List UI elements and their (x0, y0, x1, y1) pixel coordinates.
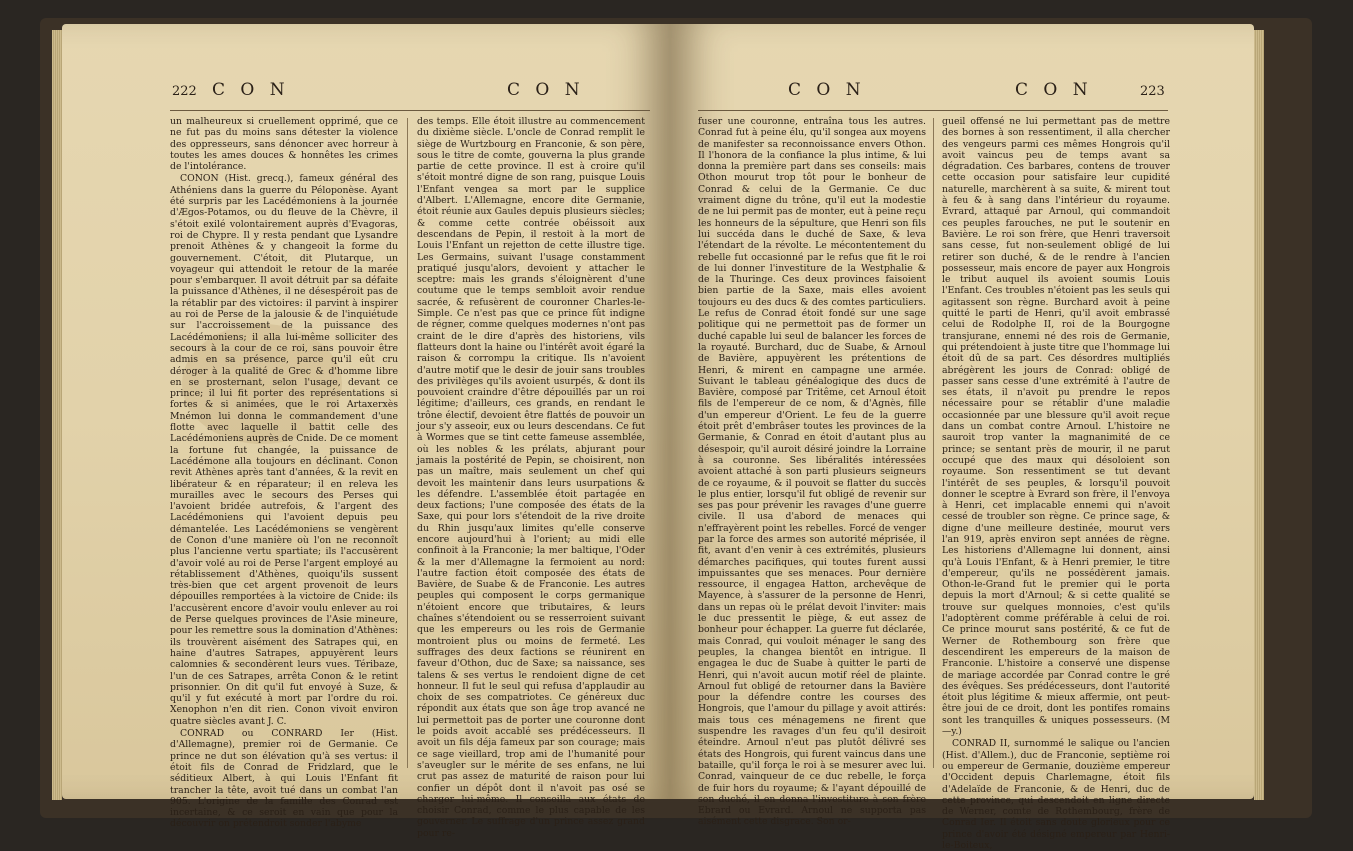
running-head-right: C O N (1015, 80, 1093, 100)
column-divider (407, 118, 408, 768)
right-page-header (670, 80, 1254, 110)
right-page-edges (1254, 30, 1264, 800)
header-rule (698, 110, 1168, 111)
right-page (670, 24, 1254, 851)
running-head-left: C O N (788, 80, 866, 100)
left-page-column-1 (170, 116, 398, 830)
right-page-column-1 (698, 116, 926, 828)
running-head-left: C O N (212, 80, 290, 100)
page-number: 222 (172, 84, 197, 99)
column-divider (933, 118, 934, 768)
right-page-column-2 (942, 116, 1170, 851)
paragraph: CONRAD ou CONRARD Ier (Hist. d'Allemagne), premier roi de Germanie. Ce prince ne dut son élévation qu'à ses vertus: il étoit fils de Conrad de Fridzlard, que le séditieux Albert, à qui Louis l'Enfant fit trancher la tête, avoit tué dans un combat l'an 905. L'origine de la famille des Conrad est incertaine, & ce seroit en vain que pour la découvrir on prétendroit sonder l'abyme (170, 728, 398, 830)
left-page (62, 24, 670, 839)
paragraph: un malheureux si cruellement opprimé, que ce ne fut pas du moins sans détester la violence des oppresseurs, sans dénoncer avec horreur à toutes les ames douces & honnêtes les crimes de l'intolérance. (170, 116, 398, 173)
header-rule (170, 110, 650, 111)
paragraph: CONRAD II, surnommé le salique ou l'ancien (Hist. d'Allem.), duc de Franconie, septième roi ou empereur de Germanie, douzième empereur d'Occident depuis Charlemagne, étoit fils d'Adelaïde de Franconie, & de Henri, duc de cette province, qui descendoit en ligne directe de Werner, comte de Rothembourg, frère de Conrad Ier. Il étoit sans doute glorieux pour ce prince d'avoir été désigné empereur par Henri-le-Boiteux, (942, 738, 1170, 851)
running-head-right: C O N (507, 80, 585, 100)
left-page-edges (52, 30, 62, 800)
page-number: 223 (1140, 84, 1165, 99)
paragraph: des temps. Elle étoit illustre au commencement du dixième siècle. L'oncle de Conrad remplit le siège de Wurtzbourg en Franconie, & son père, sous le titre de comte, gouverna la plus grande partie de cette province. Il est à croire qu'il s'étoit montré digne de son rang, puisque Louis l'Enfant vengea sa mort par le supplice d'Albert. L'Allemagne, encore dite Germanie, étoit réunie aux Gaules depuis plusieurs siècles; & comme cette contrée obéissoit aux descendans de Pepin, il restoit à la mort de Louis l'Enfant un rejetton de cette illustre tige. Les Germains, suivant l'usage constamment pratiqué jusqu'alors, devoient y attacher le sceptre: mais les grands s'éloignèrent d'une coutume que le temps sembloit avoir rendue sacrée, & refusèrent de couronner Charles-le-Simple. Ce n'est pas que ce prince fût indigne de régner, comme quelques modernes n'ont pas craint de le dire d'après des historiens, vils flatteurs dont la haine ou l'intérêt avoit égaré la raison & corrompu la critique. Ils n'avoient d'autre motif que le desir de jouir sans troubles des privilèges qu'ils avoient usurpés, & dont ils pouvoient craindre d'être dépouillés par un roi légitime; d'ailleurs, ces grands, en rendant le trône électif, devoient être flattés de pouvoir un jour s'y asseoir, eux ou leurs descendans. Ce fut à Wormes que se tint cette fameuse assemblée, où les nobles & les prélats, abjurant pour jamais la postérité de Pepin, se choisirent, non pas un maître, mais seulement un chef qui devoit les maintenir dans leurs usurpations & les défendre. L'assemblée étoit partagée en deux factions; l'une composée des états de la Saxe, qui pour lors s'étendoit de la rive droite du Rhin jusqu'aux limites qu'elle conserve encore aujourd'hui à l'orient; au midi elle confinoit à la Franconie; la mer baltique, l'Oder & la mer d'Allemagne la fermoient au nord: l'autre faction étoit composée des états de Bavière, de Suabe & de Franconie. Les autres peuples qui composent le corps germanique n'étoient encore que tributaires, & leurs chaînes s'étendoient ou se resserroient suivant que les empereurs ou les rois de Germanie montroient plus ou moins de fermeté. Les suffrages des deux factions se réunirent en faveur d'Othon, duc de Saxe; sa naissance, ses talens & ses vertus le rendoient digne de cet honneur. Il fut le seul qui refusa d'applaudir au choix de ses compatriotes. Ce généreux duc répondit aux états que son âge trop avancé ne lui permettoit pas de porter une couronne dont le poids avoit accablé ses prédécesseurs. Il avoit un fils déja fameux par son courage; mais ce sage vieillard, trop ami de l'humanité pour s'aveugler sur le mérite de ses enfans, ne lui crut pas assez de maturité de raison pour lui confier un dépôt dont il n'avoit pas osé se charger lui-même. Il conseilla aux états de choisir Conrad, comme le plus capable de les gouverner. Le suffrage d'un prince assez grand pour re- (417, 116, 645, 839)
left-page-column-2 (417, 116, 645, 839)
paragraph: CONON (Hist. grecq.), fameux général des Athéniens dans la guerre du Péloponèse. Ayant été surpris par les Lacédémoniens à la journée d'Ægos-Potamos, ou du fleuve de la Chèvre, il s'étoit exilé volontairement auprès d'Evagoras, roi de Chypre. Il y resta pendant que Lysandre prenoit Athènes & y changeoit la forme du gouvernement. C'étoit, dit Plutarque, un voyageur qui attendoit le retour de la marée pour s'embarquer. Il avoit détruit par sa défaite la puissance d'Athènes, il ne désespéroit pas de la rétablir par des victoires: il parvint à inspirer au roi de Perse de la jalousie & de l'inquiétude sur l'accroissement de la puissance des Lacédémoniens; il alla lui-même solliciter des secours à la cour de ce roi, sans pouvoir être admis en sa présence, parce qu'il eût cru déroger à la qualité de Grec & d'homme libre en se prosternant, selon l'usage, devant ce prince; il lui fit porter des représentations si fortes & si animées, que le roi Artaxerxès Mnémon lui donna le commandement d'une flotte avec laquelle il battit celle des Lacédémoniens auprès de Cnide. De ce moment la fortune fut changée, la puissance de Lacédémone alla toujours en déclinant. Conon revit Athènes après tant d'années, & la revit en libérateur & en réparateur; il en releva les murailles avec le secours des Perses qui l'avoient bridée autrefois, & l'argent des Lacédémoniens qui l'avoient depuis peu démantelée. Les Lacédémoniens se vengèrent de Conon d'une manière où l'on ne reconnoît plus l'ancienne vertu spartiate; ils l'accusèrent d'avoir volé au roi de Perse l'argent employé au rétablissement d'Athènes, quoiqu'ils sussent très-bien que cet argent provenoit de leurs dépouilles remportées à la victoire de Cnide: ils l'accusèrent encore d'avoir voulu enlever au roi de Perse quelques provinces de l'Asie mineure, pour les remettre sous la domination d'Athènes: ils trouvèrent aisément des Satrapes qui, en haine d'autres Satrapes, appuyèrent leurs calomnies & secondèrent leurs vues. Téribaze, l'un de ces Satrapes, arrêta Conon & le retint prisonnier. On dit qu'il fut envoyé à Suze, & qu'il y fut exécuté à mort par l'ordre du roi. Xenophon n'en dit rien. Conon vivoit environ quatre siècles avant J. C. (170, 173, 398, 727)
paragraph: fuser une couronne, entraîna tous les autres. Conrad fut à peine élu, qu'il songea aux moyens de manifester sa reconnoissance envers Othon. Il l'honora de la confiance la plus intime, & lui donna la première part dans ses conseils: mais Othon mourut trop tôt pour le bonheur de Conrad & celui de la Germanie. Ce duc vraiment digne du trône, qu'il eut la modestie de ne lui permit pas de monter, eut à peine reçu les honneurs de la sépulture, que Henri son fils lui succéda dans le duché de Saxe, & leva l'étendart de la révolte. Le mécontentement du rebelle fut occasionné par le refus que fit le roi de lui donner l'investiture de la Westphalie & de la Thuringe. Ces deux provinces faisoient bien partie de la Saxe, mais elles avoient toujours eu des ducs & des comtes particuliers. Le refus de Conrad étoit fondé sur une sage politique qui ne permettoit pas de former un duché capable lui seul de balancer les forces de la royauté. Burchard, duc de Suabe, & Arnoul de Bavière, appuyèrent les prétentions de Henri, & mirent en campagne une armée. Suivant le tableau généalogique des ducs de Bavière, composé par Tritême, cet Arnoul étoit fils de l'empereur de ce nom, & d'Agnès, fille d'un empereur d'Orient. Le feu de la guerre étoit prêt d'embrâser toutes les provinces de la Germanie, & Conrad en étoit d'autant plus au désespoir, qu'il auroit désiré joindre la Lorraine à sa couronne. Ses libéralités intéressées avoient attaché à son parti plusieurs seigneurs de ce royaume, & il pouvoit se flatter du succès le plus entier, lorsqu'il fut obligé de revenir sur ses pas pour prévenir les ravages d'une guerre civile. Il usa d'abord de menaces qui n'effrayèrent point les rebelles. Forcé de venger par la force des armes son autorité méprisée, il fit, avant d'en venir à ces extrémités, plusieurs démarches pacifiques, qui toutes furent aussi impuissantes que ses menaces. Pour dernière ressource, il engagea Hatton, archevêque de Mayence, à s'assurer de la personne de Henri, dans un repas où le prélat devoit l'inviter: mais le duc pressentit le piège, & eut assez de bonheur pour échapper. La guerre fut déclarée, mais Conrad, qui vouloit ménager le sang des peuples, la changea bientôt en intrigue. Il engagea le duc de Suabe à quitter le parti de Henri, qui n'avoit aucun motif réel de plainte. Arnoul fut obligé de retourner dans la Bavière pour la défendre contre les courses des Hongrois, que l'amour du pillage y avoit attirés: mais tous ces ménagemens ne firent que suspendre les ravages d'un feu qu'il desiroit éteindre. Arnoul n'eut pas plutôt délivré ses états des Hongrois, qui furent vaincus dans une bataille, qu'il força le roi à se mesurer avec lui. Conrad, vainqueur de ce duc rebelle, le força de fuir hors du royaume; & l'ayant dépouillé de son duché, il en donna l'investiture à son frère Ebrard ou Evrard. Arnoul ne supporta pas aisément cette disgrace. Son or- (698, 116, 926, 828)
left-page-header (62, 80, 670, 110)
paragraph: gueil offensé ne lui permettant pas de mettre des bornes à son ressentiment, il alla chercher des vengeurs parmi ces mêmes Hongrois qu'il avoit vaincus peu de temps avant sa dégradation. Ces barbares, contens de trouver cette occasion pour satisfaire leur cupidité naturelle, marchèrent à sa suite, & mirent tout à feu & à sang dans l'intérieur du royaume. Evrard, attaqué par Arnoul, qui commandoit ces peuples farouches, ne put le soutenir en Bavière. Le roi son frère, que Henri traversoit sans cesse, fut non-seulement obligé de lui retirer son duché, & de le rendre à l'ancien possesseur, mais encore de payer aux Hongrois le tribut auquel ils avoient soumis Louis l'Enfant. Ces troubles n'étoient pas les seuls qui agitassent son règne. Burchard avoit à peine quitté le parti de Henri, qu'il avoit embrassé celui de Rodolphe II, roi de la Bourgogne transjurane, ennemi né des rois de Germanie, qui prétendoient à juste titre que l'hommage lui étoit dû de sa part. Ces désordres multipliés abrégèrent les jours de Conrad: obligé de passer sans cesse d'une extrémité à l'autre de ses états, il n'avoit pu prendre le repos nécessaire pour se rétablir d'une maladie occasionnée par une blessure qu'il avoit reçue dans un combat contre Arnoul. L'histoire ne sauroit trop vanter la magnanimité de ce prince; se sentant près de mourir, il ne parut occupé que des maux qui désoloient son royaume. Son ressentiment se tut devant l'intérêt de ses peuples, & lorsqu'il pouvoit donner le sceptre à Evrard son frère, il l'envoya à Henri, cet implacable ennemi qui n'avoit cessé de troubler son règne. Ce prince sage, & digne d'une meilleure destinée, mourut vers l'an 919, après environ sept années de règne. Les historiens d'Allemagne lui donnent, ainsi qu'à Louis l'Enfant, & à Henri premier, le titre d'empereur, qu'ils ne possédèrent jamais. Othon-le-Grand fut le premier qui le porta depuis la mort d'Arnoul; & si cette qualité se trouve sur quelques monnoies, c'est qu'ils l'adoptèrent comme préférable à celui de roi. Ce prince mourut sans postérité, & ce fut de Werner de Rothembourg son frère que descendirent les empereurs de la maison de Franconie. L'histoire a conservé une dispense de mariage accordée par Conrad contre le gré des évêques. Ses prédécesseurs, dont l'autorité étoit plus légitime & mieux affermie, ont peut-être joui de ce droit, dont les pontifes romains sont les tranquilles & uniques possesseurs. (M—y.) (942, 116, 1170, 738)
